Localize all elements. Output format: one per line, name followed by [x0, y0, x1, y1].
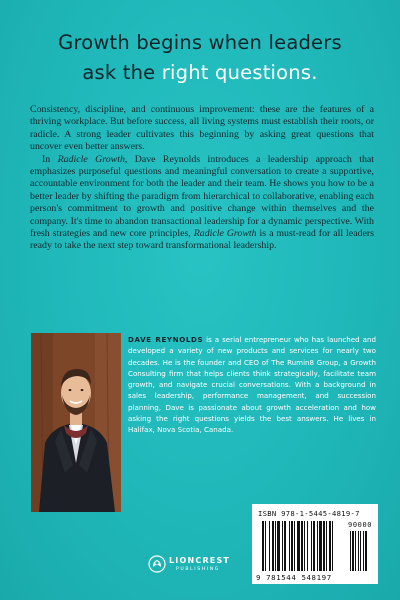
description-paragraph-1: Consistency, discipline, and continuous improvement: these are the features of a thriving workplace. But before success, all living systems must establish their roots, or radicle. A strong leader cultivates this beginning by asking great questions that uncover even better answers.: [30, 104, 374, 153]
barcode-bar: [265, 521, 266, 571]
headline-line-2: [0, 58, 400, 88]
barcode-bar: [311, 521, 312, 571]
author-portrait-illustration: [31, 333, 121, 512]
headline: [0, 28, 400, 88]
book-description: [30, 104, 374, 253]
barcode-bar: [262, 521, 264, 571]
barcode-bar: [317, 521, 318, 571]
barcode-bar: [269, 521, 270, 571]
barcode-bar: [277, 521, 280, 571]
barcode-bar: [272, 521, 274, 571]
price-bar: [363, 531, 364, 571]
lion-crest-icon: [148, 555, 166, 573]
author-bio-text: is a serial entrepreneur who has launched and developed a variety of new products and services for nearly two decades. He is the founder and CEO of The Rumin8 Group, a Growth Consulting firm that helps clients think strategically, facilitate team growth, and navigate crucial conversations. With a background in sales leadership, performance management, and succession planning, Dave is passionate about growth acceleration and how asking the right questions yields the best answers. He lives in Halifax, Nova Scotia, Canada.: [128, 335, 376, 435]
price-bar: [365, 531, 367, 571]
barcode-bar: [326, 521, 327, 571]
price-bar: [352, 531, 354, 571]
publisher-logo: [148, 553, 244, 577]
barcode-bar: [275, 521, 276, 571]
p2-body: Dave Reynolds introduces a leadership approach that emphasizes purposeful questions and meaningful conversation to create a supportive, accountable environment for both the leader and their team. He shows you how to be a better leader by shifting the paradigm from hierarchical to collaborative, enabling each person's commitment to growth and positive change within themselves and the company. It's time to abandon transactional leadership for a dynamic perspective. With fresh strategies and new core principles,: [30, 153, 375, 240]
barcode-bars: [252, 504, 378, 584]
headline-line-1: Growth begins when leaders: [58, 31, 342, 54]
barcode-bar: [301, 521, 303, 571]
headline-right: right: [161, 61, 209, 84]
barcode-bar: [291, 521, 293, 571]
barcode-bar: [313, 521, 315, 571]
barcode-bar: [304, 521, 305, 571]
publisher-subtitle: PUBLISHING: [176, 567, 220, 572]
book-title-italic: Radicle Growth,: [57, 153, 128, 165]
barcode-bar: [294, 521, 295, 571]
isbn-barcode: [252, 504, 378, 584]
barcode-bar: [284, 521, 286, 571]
price-bar: [350, 531, 351, 571]
barcode-bar: [282, 521, 283, 571]
p2-end: is a must-read for all leaders ready to take the next step toward transformational leadership.: [30, 228, 374, 252]
author-name: DAVE REYNOLDS: [128, 335, 204, 344]
price-bar: [360, 531, 361, 571]
barcode-bar: [297, 521, 300, 571]
price-bar: [358, 531, 359, 571]
barcode-bar: [319, 521, 322, 571]
barcode-bar: [323, 521, 325, 571]
headline-ask-the: ask the: [82, 61, 156, 84]
author-bio: [128, 334, 376, 436]
author-photo: [31, 333, 121, 512]
barcode-bar: [289, 521, 290, 571]
isbn-number: ISBN 978-1-5445-4819-7: [258, 509, 360, 518]
barcode-bar: [329, 521, 331, 571]
price-bar: [355, 531, 356, 571]
barcode-bar: [332, 521, 333, 571]
publisher-name: LIONCREST: [169, 556, 231, 565]
barcode-bar: [307, 521, 308, 571]
ean-digits: 9 781544 548197: [256, 573, 332, 582]
description-paragraph-2: [30, 154, 374, 253]
headline-questions: questions.: [215, 61, 318, 84]
price-code: 90000: [348, 521, 373, 529]
book-title-italic-2: Radicle Growth: [193, 228, 257, 240]
p2-intro: In: [42, 153, 58, 165]
